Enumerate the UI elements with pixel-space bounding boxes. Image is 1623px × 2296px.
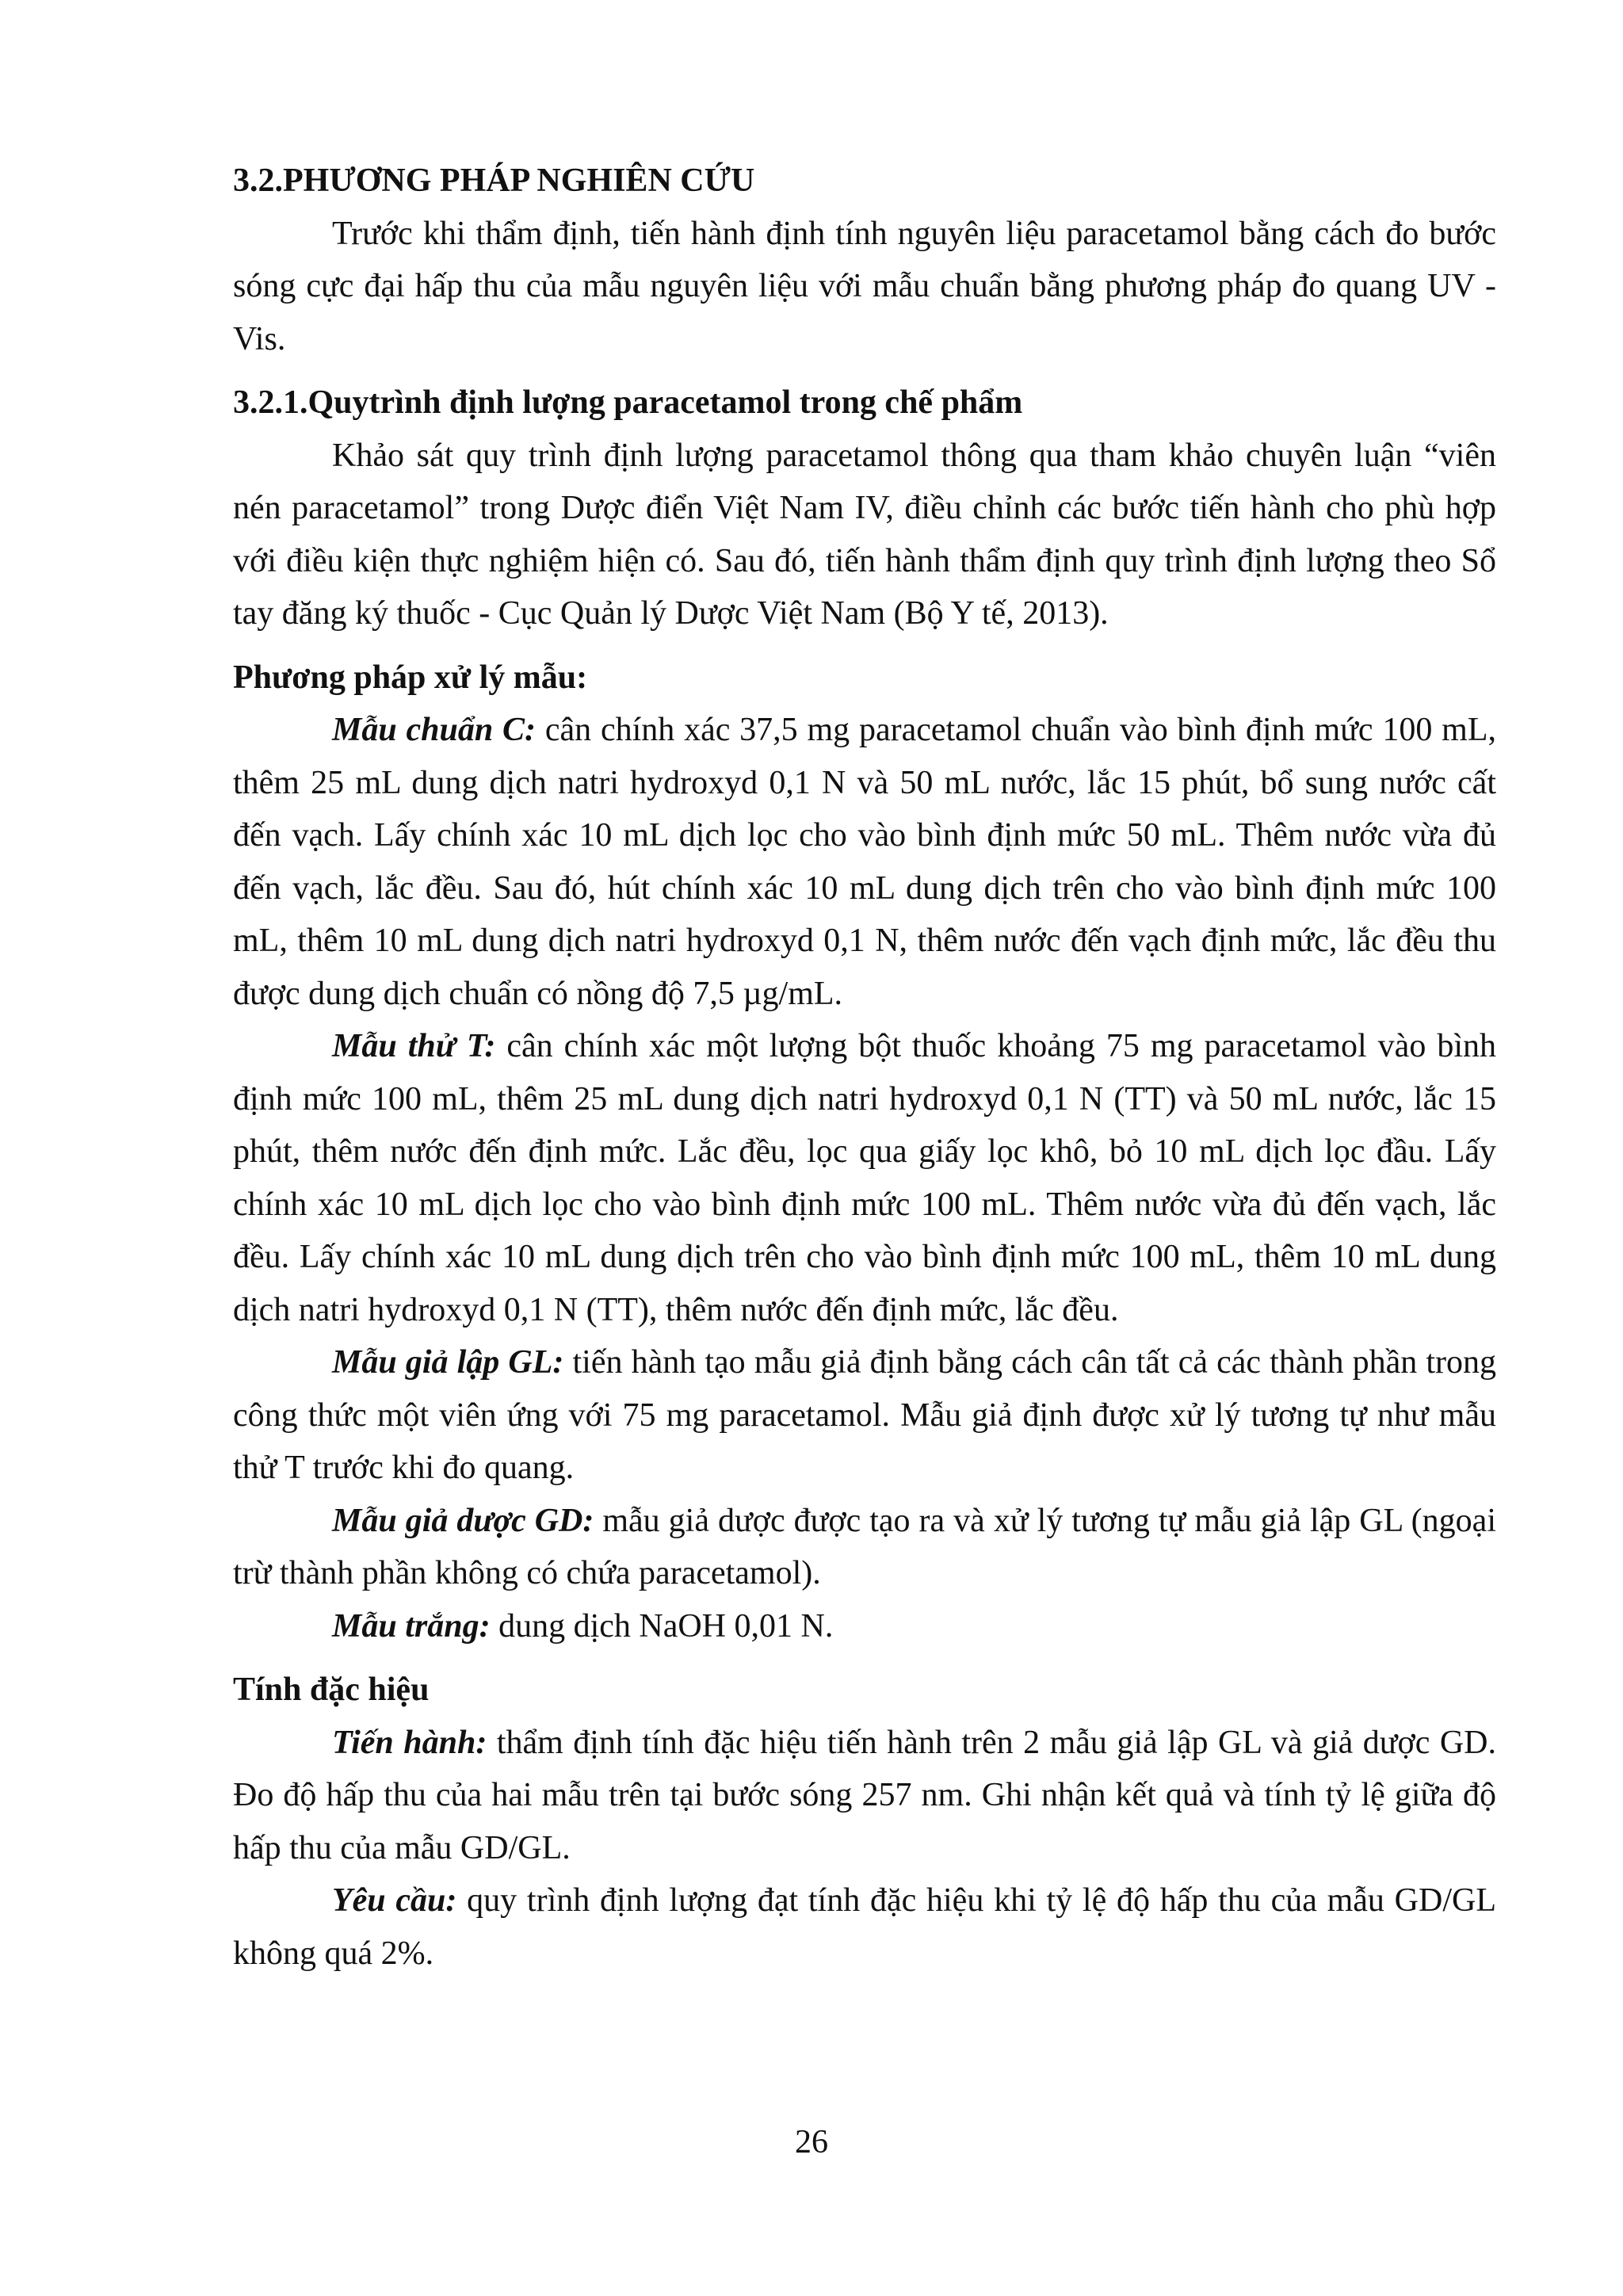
placebo-sample-paragraph (233, 1495, 1496, 1600)
standard-sample-text: cân chính xác 37,5 mg paracetamol chuẩn vào bình định mức 100 mL, thêm 25 mL dung dịch natri hydroxyd 0,1 N và 50 mL nước, lắc 15 phút, bổ sung nước cất đến vạch. Lấy chính xác 10 mL dịch lọc cho vào bình định mức 50 mL. Thêm nước vừa đủ đến vạch, lắc đều. Sau đó, hút chính xác 10 mL dung dịch trên cho vào bình định mức 100 mL, thêm 10 mL dung dịch natri hydroxyd 0,1 N, thêm nước đến vạch định mức, lắc đều thu được dung dịch chuẩn có nồng độ 7,5 µg/mL. (233, 712, 1496, 1012)
placebo-sample-label: Mẫu giả dược GD: (332, 1502, 594, 1539)
specificity-requirement-text: quy trình định lượng đạt tính đặc hiệu khi tỷ lệ độ hấp thu của mẫu GD/GL không quá 2%. (233, 1882, 1496, 1972)
placebo-sample-text: mẫu giả dược được tạo ra và xử lý tương tự mẫu giả lập GL (ngoại trừ thành phần không có chứa paracetamol). (233, 1502, 1496, 1591)
specificity-requirement-paragraph (233, 1874, 1496, 1980)
simulated-sample-paragraph (233, 1336, 1496, 1495)
simulated-sample-label: Mẫu giả lập GL: (332, 1344, 564, 1381)
blank-sample-paragraph (233, 1600, 1496, 1653)
blank-sample-text: dung dịch NaOH 0,01 N. (490, 1607, 834, 1645)
sample-processing-heading: Phương pháp xử lý mẫu: (233, 659, 588, 696)
simulated-sample-text: tiến hành tạo mẫu giả định bằng cách cân tất cả các thành phần trong công thức một viên ứng với 75 mg paracetamol. Mẫu giả định được xử lý tương tự như mẫu thử T trước khi đo quang. (233, 1344, 1496, 1486)
test-sample-paragraph (233, 1020, 1496, 1336)
blank-sample-label: Mẫu trắng: (332, 1607, 491, 1645)
section-intro-paragraph: Trước khi thẩm định, tiến hành định tính nguyên liệu paracetamol bằng cách đo bước sóng cực đại hấp thu của mẫu nguyên liệu với mẫu chuẩn bằng phương pháp đo quang UV - Vis. (233, 215, 1496, 357)
specificity-procedure-text: thẩm định tính đặc hiệu tiến hành trên 2 mẫu giả lập GL và giả dược GD. Đo độ hấp thu của hai mẫu trên tại bước sóng 257 nm. Ghi nhận kết quả và tính tỷ lệ giữa độ hấp thu của mẫu GD/GL. (233, 1724, 1497, 1866)
page-number: 26 (795, 2124, 828, 2160)
subsection-intro-paragraph: Khảo sát quy trình định lượng paracetamol thông qua tham khảo chuyên luận “viên nén paracetamol” trong Dược điển Việt Nam IV, điều chỉnh các bước tiến hành cho phù hợp với điều kiện thực nghiệm hiện có. Sau đó, tiến hành thẩm định quy trình định lượng theo Sổ tay đăng ký thuốc - Cục Quản lý Dược Việt Nam (Bộ Y tế, 2013). (233, 437, 1496, 632)
specificity-procedure-label: Tiến hành: (332, 1724, 487, 1761)
document-page (233, 155, 1496, 1980)
standard-sample-paragraph (233, 704, 1496, 1020)
test-sample-text: cân chính xác một lượng bột thuốc khoảng 75 mg paracetamol vào bình định mức 100 mL, thêm 25 mL dung dịch natri hydroxyd 0,1 N (TT) và 50 mL nước, lắc 15 phút, thêm nước đến định mức. Lắc đều, lọc qua giấy lọc khô, bỏ 10 mL dịch lọc đầu. Lấy chính xác 10 mL dịch lọc cho vào bình định mức 100 mL. Thêm nước vừa đủ đến vạch, lắc đều. Lấy chính xác 10 mL dung dịch trên cho vào bình định mức 100 mL, thêm 10 mL dung dịch natri hydroxyd 0,1 N (TT), thêm nước đến định mức, lắc đều. (233, 1028, 1496, 1328)
standard-sample-label: Mẫu chuẩn C: (332, 712, 537, 748)
test-sample-label: Mẫu thử T: (332, 1028, 496, 1064)
section-heading: 3.2.PHƯƠNG PHÁP NGHIÊN CỨU (233, 162, 755, 199)
specificity-heading: Tính đặc hiệu (233, 1671, 430, 1708)
specificity-requirement-label: Yêu cầu: (332, 1882, 457, 1919)
subsection-heading: 3.2.1.Quytrình định lượng paracetamol trong chế phẩm (233, 384, 1023, 421)
specificity-procedure-paragraph (233, 1717, 1496, 1875)
